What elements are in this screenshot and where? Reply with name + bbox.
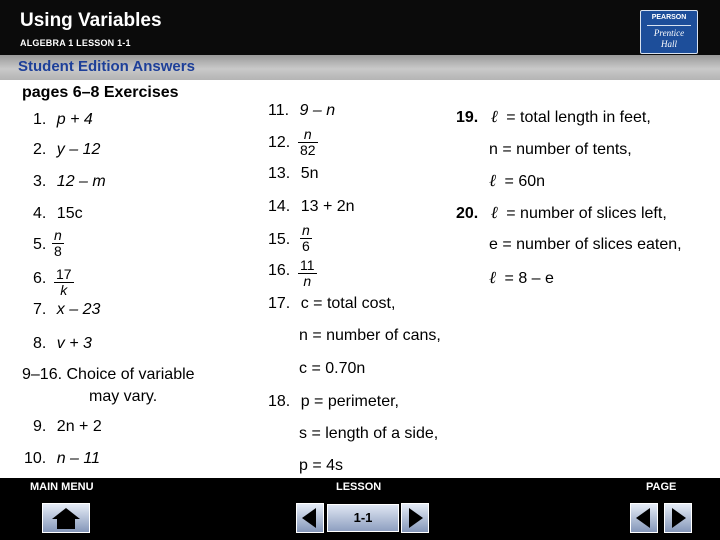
- answer-8: [33, 335, 92, 353]
- answer-text: = number of slices left,: [506, 205, 667, 222]
- lesson-number-box[interactable]: 1-1: [327, 504, 399, 532]
- answer-18-line3: p = 4s: [299, 457, 344, 474]
- answer-text: 12 – m: [56, 173, 106, 190]
- ell-symbol: ℓ: [489, 171, 497, 191]
- answer-text: 5n: [300, 165, 319, 182]
- answer-6-fraction: [54, 267, 74, 298]
- answer-19-line1: [456, 108, 651, 127]
- answer-number: 11.: [268, 102, 290, 119]
- answer-20-line2: e = number of slices eaten,: [489, 236, 682, 253]
- answer-10: [24, 450, 100, 468]
- answer-7: [33, 301, 100, 319]
- answer-17-line3: c = 0.70n: [299, 360, 366, 377]
- fraction-denominator: 8: [54, 243, 62, 259]
- answer-text: 13 + 2n: [300, 198, 355, 215]
- home-button[interactable]: [42, 503, 90, 533]
- logo-top-text: PEARSON: [651, 14, 687, 21]
- lesson-prev-button[interactable]: [296, 503, 324, 533]
- page-label: PAGE: [646, 481, 677, 493]
- answer-19-line3: [489, 172, 545, 191]
- page-next-button[interactable]: [664, 503, 692, 533]
- answer-number: 10.: [24, 450, 47, 467]
- publisher-logo: [640, 10, 698, 54]
- answer-number: 19.: [456, 109, 479, 126]
- answer-text: v + 3: [56, 335, 92, 352]
- fraction-numerator: n: [302, 222, 310, 238]
- answer-12-number: 12.: [268, 134, 291, 151]
- answer-number: 7.: [33, 301, 47, 318]
- answer-15-fraction: [300, 223, 312, 254]
- answer-number: 13.: [268, 165, 291, 182]
- logo-divider: [647, 25, 691, 26]
- answer-number: 14.: [268, 198, 291, 215]
- fraction-denominator: 6: [302, 238, 310, 254]
- section-title: Student Edition Answers: [18, 58, 195, 75]
- answer-number: 8.: [33, 335, 47, 352]
- answer-number: 1.: [33, 111, 47, 128]
- fraction-numerator: n: [298, 127, 318, 143]
- fraction-numerator: 17: [56, 266, 72, 282]
- fraction-numerator: n: [54, 227, 62, 243]
- main-menu-label: MAIN MENU: [30, 481, 94, 493]
- answer-16-fraction: [298, 258, 317, 289]
- answer-3: [33, 173, 106, 191]
- answer-number: 17.: [268, 295, 291, 312]
- fraction-denominator: n: [303, 273, 312, 289]
- answer-19-line2: n = number of tents,: [489, 141, 632, 158]
- answer-4: [33, 205, 83, 223]
- ell-symbol: ℓ: [490, 107, 498, 127]
- answer-text: = 60n: [504, 173, 546, 190]
- fraction-denominator: k: [60, 282, 68, 298]
- answer-11: [268, 102, 335, 120]
- answer-number: 4.: [33, 205, 47, 222]
- fraction-numerator: 11: [300, 257, 315, 273]
- answer-text: = 8 – e: [504, 270, 554, 287]
- logo-line2: Hall: [660, 39, 677, 49]
- answer-1: [33, 111, 93, 129]
- answer-16-number: 16.: [268, 262, 291, 279]
- lesson-subtitle: ALGEBRA 1 LESSON 1-1: [20, 38, 131, 48]
- page-title: Using Variables: [20, 10, 162, 31]
- lesson-label: LESSON: [336, 481, 382, 493]
- answer-2: [33, 141, 100, 159]
- answer-15-number: 15.: [268, 231, 291, 248]
- answer-18-line1: [268, 393, 399, 411]
- answer-17-line2: n = number of cans,: [299, 327, 441, 344]
- answer-number: 18.: [268, 393, 291, 410]
- choice-note-line1: 9–16. Choice of variable: [22, 366, 195, 383]
- answer-text: 2n + 2: [56, 418, 102, 435]
- choice-note-line2: may vary.: [89, 388, 158, 405]
- answer-text: c = total cost,: [300, 295, 396, 312]
- answer-text: y – 12: [56, 141, 101, 158]
- answer-number: 20.: [456, 205, 479, 222]
- answer-text: x – 23: [56, 301, 101, 318]
- answer-13: [268, 165, 319, 183]
- answer-6-number: 6.: [33, 270, 47, 287]
- answer-5-fraction: [52, 228, 64, 259]
- answer-text: = total length in feet,: [506, 109, 651, 126]
- answer-text: p = perimeter,: [300, 393, 399, 410]
- answer-18-line2: s = length of a side,: [299, 425, 439, 442]
- page-prev-button[interactable]: [630, 503, 658, 533]
- answer-14: [268, 198, 355, 216]
- answer-9: [33, 418, 102, 436]
- answer-5-number: 5.: [33, 236, 47, 253]
- lesson-next-button[interactable]: [401, 503, 429, 533]
- answer-text: 15c: [56, 205, 83, 222]
- answer-17-line1: [268, 295, 395, 313]
- answer-12-fraction: [298, 127, 318, 158]
- answer-text: 9 – n: [299, 102, 336, 119]
- answer-number: 9.: [33, 418, 47, 435]
- logo-line1: Prentice: [653, 28, 685, 38]
- ell-symbol: ℓ: [490, 203, 498, 223]
- ell-symbol: ℓ: [489, 268, 497, 288]
- section-band: [0, 55, 720, 80]
- header-bar: [0, 0, 720, 55]
- answer-text: p + 4: [56, 111, 93, 128]
- exercise-heading: pages 6–8 Exercises: [22, 84, 179, 101]
- answer-20-line1: [456, 204, 667, 223]
- answer-number: 2.: [33, 141, 47, 158]
- answer-20-line3: [489, 269, 554, 288]
- answer-number: 3.: [33, 173, 47, 190]
- fraction-denominator: 82: [300, 142, 316, 158]
- answer-text: n – 11: [56, 450, 100, 467]
